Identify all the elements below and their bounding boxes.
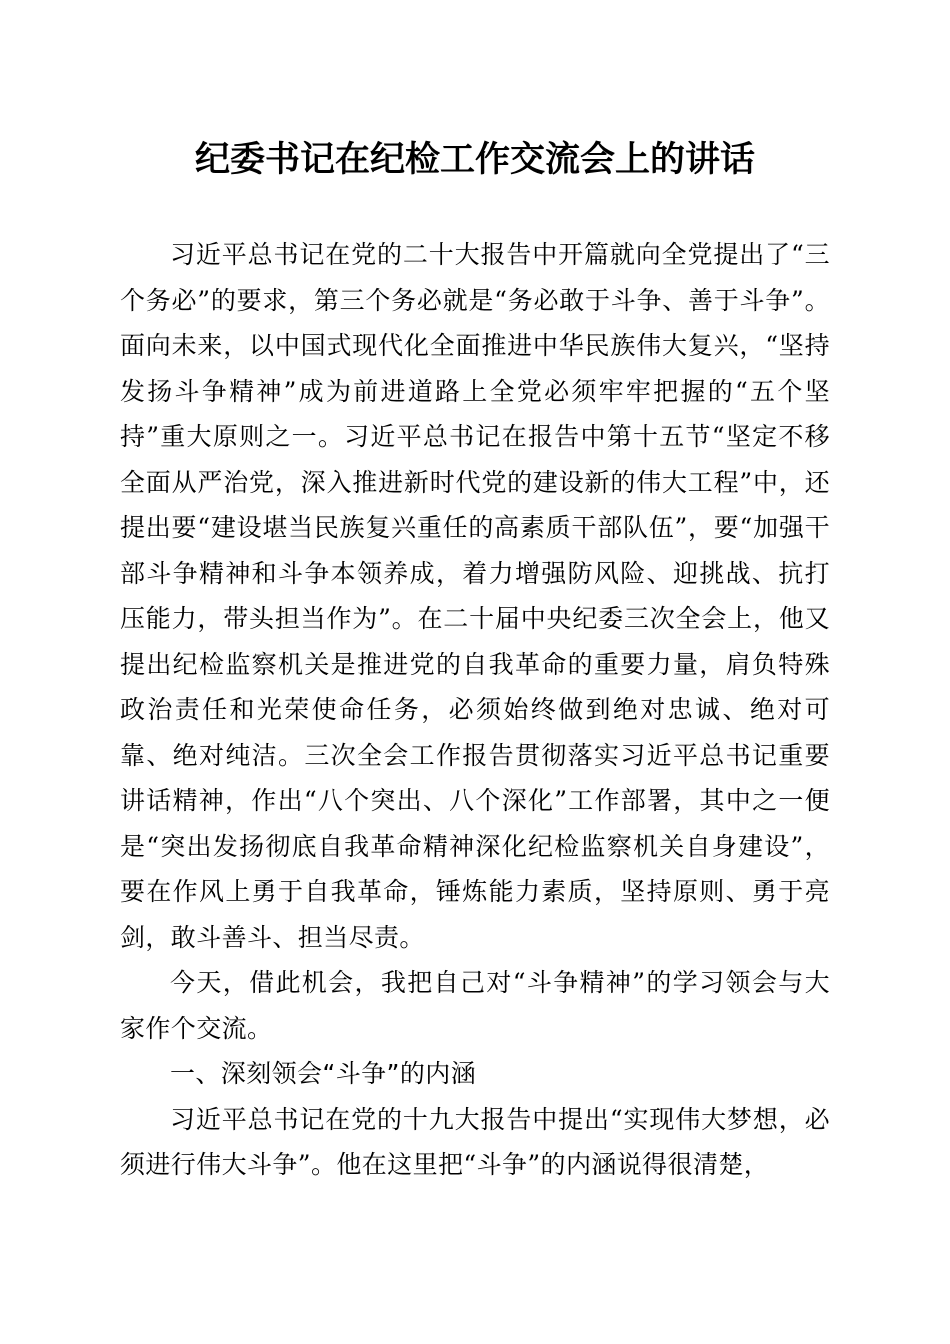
- paragraph-section-one: 习近平总书记在党的十九大报告中提出“实现伟大梦想，必须进行伟大斗争”。他在这里把“斗争”的内涵说得很清楚，: [120, 1104, 830, 1179]
- paragraph-intro: 习近平总书记在党的二十大报告中开篇就向全党提出了“三个务必”的要求，第三个务必就是“务必敢于斗争、善于斗争”。面向未来，以中国式现代化全面推进中华民族伟大复兴，“坚持发扬斗争精神”成为前进道路上全党必须牢牢把握的“五个坚持”重大原则之一。习近平总书记在报告中第十五节“坚定不移全面从严治党，深入推进新时代党的建设新的伟大工程”中，还提出要“建设堪当民族复兴重任的高素质干部队伍”，要“加强干部斗争精神和斗争本领养成，着力增强防风险、迎挑战、抗打压能力，带头担当作为”。在二十届中央纪委三次全会上，他又提出纪检监察机关是推进党的自我革命的重要力量，肩负特殊政治责任和光荣使命任务，必须始终做到绝对忠诚、绝对可靠、绝对纯洁。三次全会工作报告贯彻落实习近平总书记重要讲话精神，作出“八个突出、八个深化”工作部署，其中之一便是“突出发扬彻底自我革命精神深化纪检监察机关自身建设”，要在作风上勇于自我革命，锤炼能力素质，坚持原则、勇于亮剑，敢斗善斗、担当尽责。: [120, 240, 830, 952]
- paragraph-exchange: 今天，借此机会，我把自己对“斗争精神”的学习领会与大家作个交流。: [120, 968, 830, 1043]
- document-body: [120, 232, 830, 1188]
- section-heading: 一、深刻领会“斗争”的内涵: [170, 1059, 477, 1088]
- document-title: 纪委书记在纪检工作交流会上的讲话: [194, 139, 755, 180]
